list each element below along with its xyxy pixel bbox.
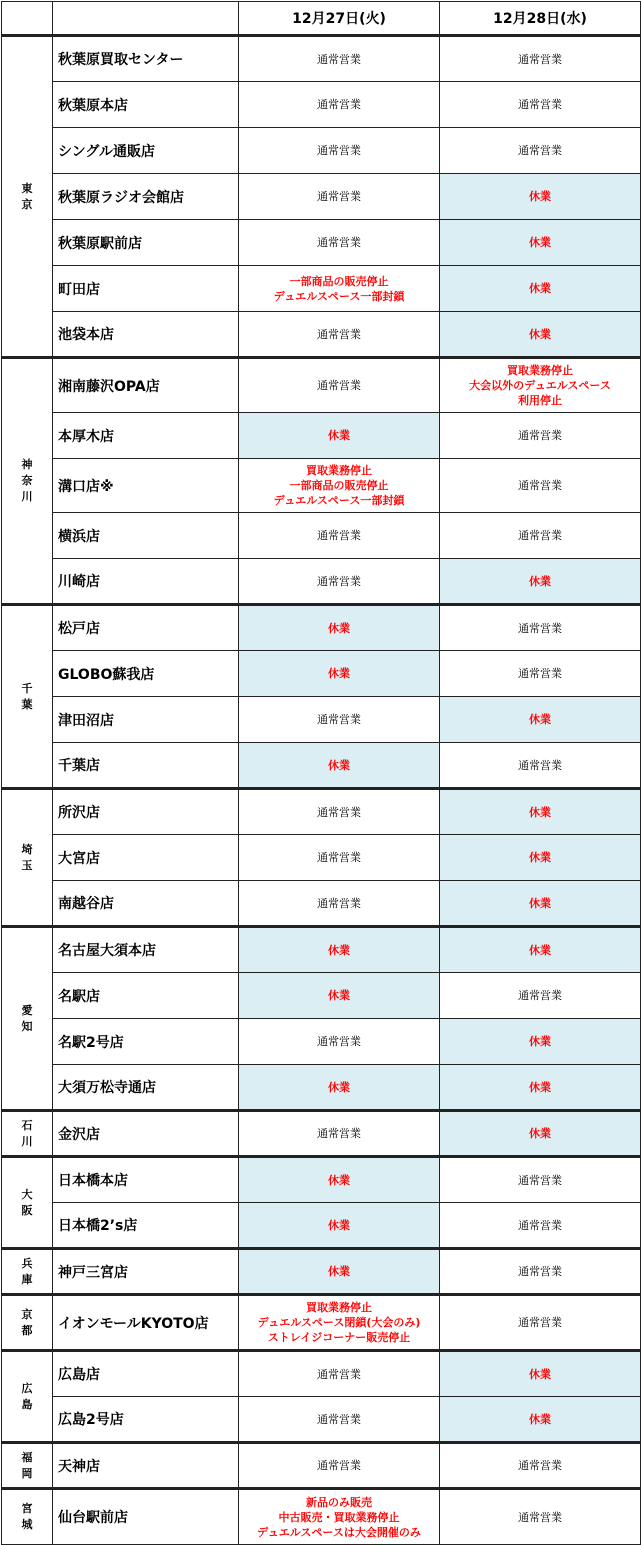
store-name-cell: 溝口店※ bbox=[53, 459, 239, 513]
region-cell: 宮 城 bbox=[2, 1489, 53, 1545]
status-cell-day-2: 通常営業 bbox=[440, 1295, 641, 1351]
table-row bbox=[2, 36, 641, 82]
header-date-1: 12月27日(火) bbox=[239, 2, 440, 36]
status-cell-day-2: 通常営業 bbox=[440, 513, 641, 559]
store-hours-table bbox=[1, 1, 641, 1545]
region-cell: 京 都 bbox=[2, 1295, 53, 1351]
table-row bbox=[2, 128, 641, 174]
header-store-cell bbox=[53, 2, 239, 36]
header-region-cell bbox=[2, 2, 53, 36]
store-name-cell: 神戸三宮店 bbox=[53, 1249, 239, 1295]
status-cell-day-1: 休業 bbox=[239, 413, 440, 459]
store-name-cell: 湘南藤沢OPA店 bbox=[53, 358, 239, 413]
status-line: 一部商品の販売停止 bbox=[289, 274, 389, 288]
status-cell-day-2: 通常営業 bbox=[440, 973, 641, 1019]
status-line: 買取業務停止 bbox=[306, 464, 372, 477]
status-cell-day-2: 通常営業 bbox=[440, 1157, 641, 1203]
status-cell-day-2: 休業 bbox=[440, 697, 641, 743]
status-cell-day-1: 通常営業 bbox=[239, 1019, 440, 1065]
store-name-cell: 日本橋2’s店 bbox=[53, 1203, 239, 1249]
status-line: デュエルスペース一部封鎖 bbox=[273, 494, 405, 507]
store-name-cell: 津田沼店 bbox=[53, 697, 239, 743]
status-cell-day-1: 休業 bbox=[239, 973, 440, 1019]
table-row bbox=[2, 82, 641, 128]
status-line: 買取業務停止 bbox=[306, 1301, 372, 1314]
status-cell-day-2: 通常営業 bbox=[440, 1203, 641, 1249]
table-row bbox=[2, 559, 641, 605]
store-name-cell: 天神店 bbox=[53, 1443, 239, 1489]
table-row bbox=[2, 1065, 641, 1111]
status-cell-day-1: 通常営業 bbox=[239, 220, 440, 266]
status-cell-day-2: 通常営業 bbox=[440, 1249, 641, 1295]
region-cell: 千 葉 bbox=[2, 605, 53, 789]
status-cell-day-2: 通常営業 bbox=[440, 605, 641, 651]
status-cell-day-2: 休業 bbox=[440, 174, 641, 220]
table-row bbox=[2, 1019, 641, 1065]
table-row bbox=[2, 413, 641, 459]
status-cell-day-2: 休業 bbox=[440, 312, 641, 358]
region-cell: 広 島 bbox=[2, 1351, 53, 1443]
table-row bbox=[2, 743, 641, 789]
store-name-cell: 池袋本店 bbox=[53, 312, 239, 358]
status-cell-day-1: 通常営業 bbox=[239, 1443, 440, 1489]
status-cell-day-1: 通常営業 bbox=[239, 128, 440, 174]
status-line: 新品のみ販売 bbox=[306, 1495, 372, 1509]
status-cell-day-2: 休業 bbox=[440, 1397, 641, 1443]
store-name-cell: 大須万松寺通店 bbox=[53, 1065, 239, 1111]
status-cell-day-2: 休業 bbox=[440, 1351, 641, 1397]
status-cell-day-1: 休業 bbox=[239, 1203, 440, 1249]
store-name-cell: 秋葉原買取センター bbox=[53, 36, 239, 82]
table-row bbox=[2, 835, 641, 881]
status-cell-day-2: 通常営業 bbox=[440, 743, 641, 789]
status-line: デュエルスペース閉鎖(大会のみ) bbox=[257, 1316, 421, 1329]
region-cell: 兵 庫 bbox=[2, 1249, 53, 1295]
status-cell-day-2: 通常営業 bbox=[440, 1489, 641, 1545]
status-cell-day-2: 休業 bbox=[440, 1019, 641, 1065]
store-name-cell: 名駅2号店 bbox=[53, 1019, 239, 1065]
status-cell-day-2: 休業 bbox=[440, 1111, 641, 1157]
table-row bbox=[2, 1397, 641, 1443]
status-cell-day-1: 通常営業 bbox=[239, 1351, 440, 1397]
status-cell-day-1: 通常営業 bbox=[239, 881, 440, 927]
status-cell-day-2: 通常営業 bbox=[440, 82, 641, 128]
status-cell-day-1: 通常営業 bbox=[239, 358, 440, 413]
store-name-cell: 名古屋大須本店 bbox=[53, 927, 239, 973]
table-row bbox=[2, 1203, 641, 1249]
store-name-cell: 広島2号店 bbox=[53, 1397, 239, 1443]
status-cell-day-1: 通常営業 bbox=[239, 174, 440, 220]
table-row bbox=[2, 312, 641, 358]
status-cell-day-1: 休業 bbox=[239, 1065, 440, 1111]
status-cell-day-2: 休業 bbox=[440, 881, 641, 927]
store-name-cell: 秋葉原駅前店 bbox=[53, 220, 239, 266]
table-row bbox=[2, 220, 641, 266]
header-row bbox=[2, 2, 641, 36]
store-name-cell: 広島店 bbox=[53, 1351, 239, 1397]
status-line: デュエルスペースは大会開催のみ bbox=[257, 1525, 421, 1539]
store-name-cell: 秋葉原本店 bbox=[53, 82, 239, 128]
status-cell-day-1: 通常営業 bbox=[239, 789, 440, 835]
status-cell-day-1: 通常営業 bbox=[239, 835, 440, 881]
table-row bbox=[2, 1489, 641, 1545]
status-cell-day-2: 休業 bbox=[440, 1065, 641, 1111]
table-row bbox=[2, 927, 641, 973]
status-line: 中古販売・買取業務停止 bbox=[278, 1510, 400, 1524]
table-row bbox=[2, 789, 641, 835]
table-row bbox=[2, 1157, 641, 1203]
store-name-cell: 町田店 bbox=[53, 266, 239, 312]
status-line: デュエルスペース一部封鎖 bbox=[273, 289, 405, 303]
store-name-cell: 千葉店 bbox=[53, 743, 239, 789]
status-cell-day-2: 休業 bbox=[440, 835, 641, 881]
status-cell-day-1: 休業 bbox=[239, 1249, 440, 1295]
region-cell: 愛 知 bbox=[2, 927, 53, 1111]
table-row bbox=[2, 1443, 641, 1489]
store-name-cell: 仙台駅前店 bbox=[53, 1489, 239, 1545]
status-cell-day-1 bbox=[239, 1295, 440, 1351]
status-cell-day-1: 通常営業 bbox=[239, 312, 440, 358]
table-row bbox=[2, 1295, 641, 1351]
status-cell-day-2: 通常営業 bbox=[440, 1443, 641, 1489]
status-cell-day-2: 休業 bbox=[440, 927, 641, 973]
table-row bbox=[2, 651, 641, 697]
store-name-cell: 横浜店 bbox=[53, 513, 239, 559]
status-cell-day-2: 休業 bbox=[440, 789, 641, 835]
header-date-2: 12月28日(水) bbox=[440, 2, 641, 36]
store-name-cell: 南越谷店 bbox=[53, 881, 239, 927]
table-row bbox=[2, 513, 641, 559]
status-cell-day-1: 休業 bbox=[239, 1157, 440, 1203]
store-name-cell: 所沢店 bbox=[53, 789, 239, 835]
region-cell: 石 川 bbox=[2, 1111, 53, 1157]
status-cell-day-2: 休業 bbox=[440, 266, 641, 312]
table-row bbox=[2, 266, 641, 312]
region-cell: 大 阪 bbox=[2, 1157, 53, 1249]
table-row bbox=[2, 174, 641, 220]
status-cell-day-1: 休業 bbox=[239, 927, 440, 973]
table-row bbox=[2, 881, 641, 927]
store-name-cell: 松戸店 bbox=[53, 605, 239, 651]
region-cell: 神 奈 川 bbox=[2, 358, 53, 605]
store-name-cell: イオンモールKYOTO店 bbox=[53, 1295, 239, 1351]
table-row bbox=[2, 605, 641, 651]
status-cell-day-2: 通常営業 bbox=[440, 413, 641, 459]
store-name-cell: 名駅店 bbox=[53, 973, 239, 1019]
store-name-cell: 金沢店 bbox=[53, 1111, 239, 1157]
table-row bbox=[2, 973, 641, 1019]
status-cell-day-2: 休業 bbox=[440, 559, 641, 605]
region-cell: 埼 玉 bbox=[2, 789, 53, 927]
table-body bbox=[2, 36, 641, 1545]
status-cell-day-1: 通常営業 bbox=[239, 513, 440, 559]
status-cell-day-1: 通常営業 bbox=[239, 697, 440, 743]
table-row bbox=[2, 459, 641, 513]
status-line: ストレイジコーナー販売停止 bbox=[267, 1331, 411, 1344]
region-cell: 東 京 bbox=[2, 36, 53, 358]
status-cell-day-1: 通常営業 bbox=[239, 36, 440, 82]
store-name-cell: 日本橋本店 bbox=[53, 1157, 239, 1203]
table-row bbox=[2, 1351, 641, 1397]
table-row bbox=[2, 1249, 641, 1295]
status-line: 買取業務停止 bbox=[507, 364, 573, 377]
status-cell-day-2: 通常営業 bbox=[440, 36, 641, 82]
table-row bbox=[2, 697, 641, 743]
store-name-cell: 川崎店 bbox=[53, 559, 239, 605]
status-cell-day-1 bbox=[239, 266, 440, 312]
status-cell-day-2: 通常営業 bbox=[440, 459, 641, 513]
store-name-cell: 大宮店 bbox=[53, 835, 239, 881]
status-cell-day-1: 通常営業 bbox=[239, 1397, 440, 1443]
status-cell-day-2: 通常営業 bbox=[440, 651, 641, 697]
status-cell-day-1: 通常営業 bbox=[239, 1111, 440, 1157]
region-cell: 福 岡 bbox=[2, 1443, 53, 1489]
status-cell-day-2 bbox=[440, 358, 641, 413]
status-line: 一部商品の販売停止 bbox=[289, 479, 389, 492]
status-cell-day-1: 休業 bbox=[239, 651, 440, 697]
status-cell-day-1 bbox=[239, 459, 440, 513]
store-name-cell: シングル通販店 bbox=[53, 128, 239, 174]
table-row bbox=[2, 1111, 641, 1157]
status-cell-day-1: 通常営業 bbox=[239, 82, 440, 128]
store-name-cell: 秋葉原ラジオ会館店 bbox=[53, 174, 239, 220]
status-cell-day-1: 通常営業 bbox=[239, 559, 440, 605]
store-name-cell: 本厚木店 bbox=[53, 413, 239, 459]
table-row bbox=[2, 358, 641, 413]
status-cell-day-2: 休業 bbox=[440, 220, 641, 266]
status-line: 大会以外のデュエルスペース bbox=[469, 379, 611, 392]
status-cell-day-1 bbox=[239, 1489, 440, 1545]
status-cell-day-1: 休業 bbox=[239, 743, 440, 789]
store-name-cell: GLOBO蘇我店 bbox=[53, 651, 239, 697]
status-cell-day-1: 休業 bbox=[239, 605, 440, 651]
status-cell-day-2: 通常営業 bbox=[440, 128, 641, 174]
status-line: 利用停止 bbox=[518, 394, 562, 407]
